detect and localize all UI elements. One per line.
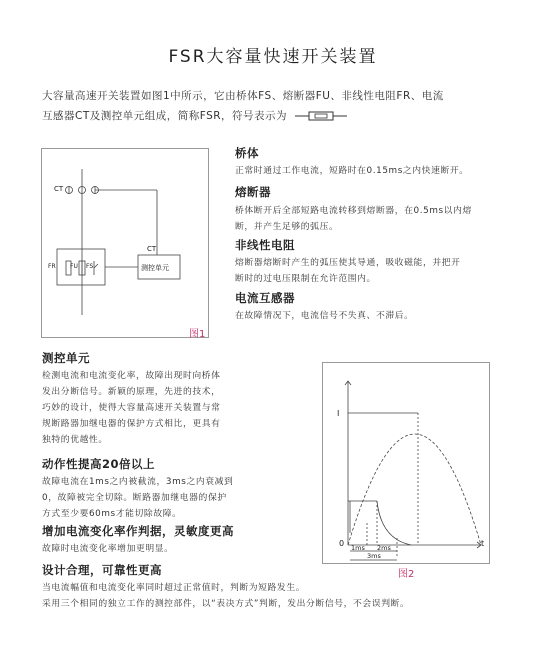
section-text: 巧妙的设计，使得大容量高速开关装置与常 <box>42 403 221 413</box>
origin-label: 0 <box>339 539 345 548</box>
section-heading: 测控单元 <box>42 351 90 365</box>
y-axis-label: I <box>337 409 340 418</box>
section-text: 在故障情况下，电流信号不失真、不滞后。 <box>235 311 414 321</box>
fu-label: FU <box>70 263 78 270</box>
figure-1-label: 图1 <box>189 329 206 340</box>
section-text: 0，故障被完全切除。断路器加继电器的保护 <box>42 493 227 503</box>
section-text: 故障时电流变化率增加更明显。 <box>42 544 174 554</box>
page-title: FSR大容量快速开关装置 <box>168 47 378 67</box>
section-text: 检测电流和电流变化率，故障出现时向桥体 <box>42 371 221 381</box>
section-text: 规断路器加继电器的保护方式相比，更具有 <box>42 419 221 429</box>
section-text: 方式至少要60ms才能切除故障。 <box>42 509 182 519</box>
section-heading: 电流互感器 <box>235 291 295 305</box>
section-text: 独特的优越性。 <box>42 435 108 445</box>
section-heading: 熔断器 <box>235 185 271 199</box>
x-axis-label: t <box>481 539 485 548</box>
fr-label: FR <box>48 263 56 270</box>
t3-label: 3ms <box>367 552 381 560</box>
circuit-diagram <box>42 149 208 337</box>
t2-label: 2ms <box>377 544 391 552</box>
figure-2 <box>322 362 490 564</box>
section-heading: 设计合理，可靠性更高 <box>42 563 162 577</box>
section-text: 发出分断信号。新颖的原理，先进的技术， <box>42 387 221 397</box>
intro-line-2 <box>42 106 512 126</box>
ct-label-right: CT <box>147 245 157 253</box>
fs-label: FS <box>86 263 94 270</box>
t1-label: 1ms <box>351 544 365 552</box>
section-text: 故障电流在1ms之内被截流，3ms之内衰减到 <box>42 477 234 487</box>
current-waveform <box>323 363 489 563</box>
section-heading: 增加电流变化率作判据，灵敏度更高 <box>42 524 234 538</box>
section-text: 采用三个相同的独立工作的测控部件，以“表决方式”判断，发出分断信号，不会误判断。 <box>42 599 410 609</box>
section-heading: 桥体 <box>235 146 259 160</box>
section-heading: 非线性电阻 <box>235 238 295 252</box>
section-text: 正常时通过工作电流，短路时在0.15ms之内快速断开。 <box>235 166 469 176</box>
intro-text: 互感器CT及测控单元组成，简称FSR，符号表示为 <box>42 110 288 122</box>
section-heading: 动作性提高20倍以上 <box>42 457 156 471</box>
fsr-symbol-icon <box>295 110 347 122</box>
figure-2-label: 图2 <box>398 569 415 580</box>
section-text: 桥体断开后全部短路电流转移到熔断器，在0.5ms以内熔 <box>235 206 472 216</box>
section-text: 断，并产生足够的弧压。 <box>235 222 339 232</box>
section-text: 当电流幅值和电流变化率同时超过正常值时，判断为短路发生。 <box>42 583 306 593</box>
section-text: 断时的过电压限制在允许范围内。 <box>235 274 376 284</box>
figure-1 <box>41 148 209 338</box>
unit-label: 测控单元 <box>141 264 169 272</box>
section-text: 熔断器熔断时产生的弧压使其导通，吸收磁能，并把开 <box>235 258 461 268</box>
intro-line-1: 大容量高速开关装置如图1中所示，它由桥体FS、熔断器FU、非线性电阻FR、电流 <box>42 90 444 102</box>
ct-label-top: CT <box>54 185 64 193</box>
